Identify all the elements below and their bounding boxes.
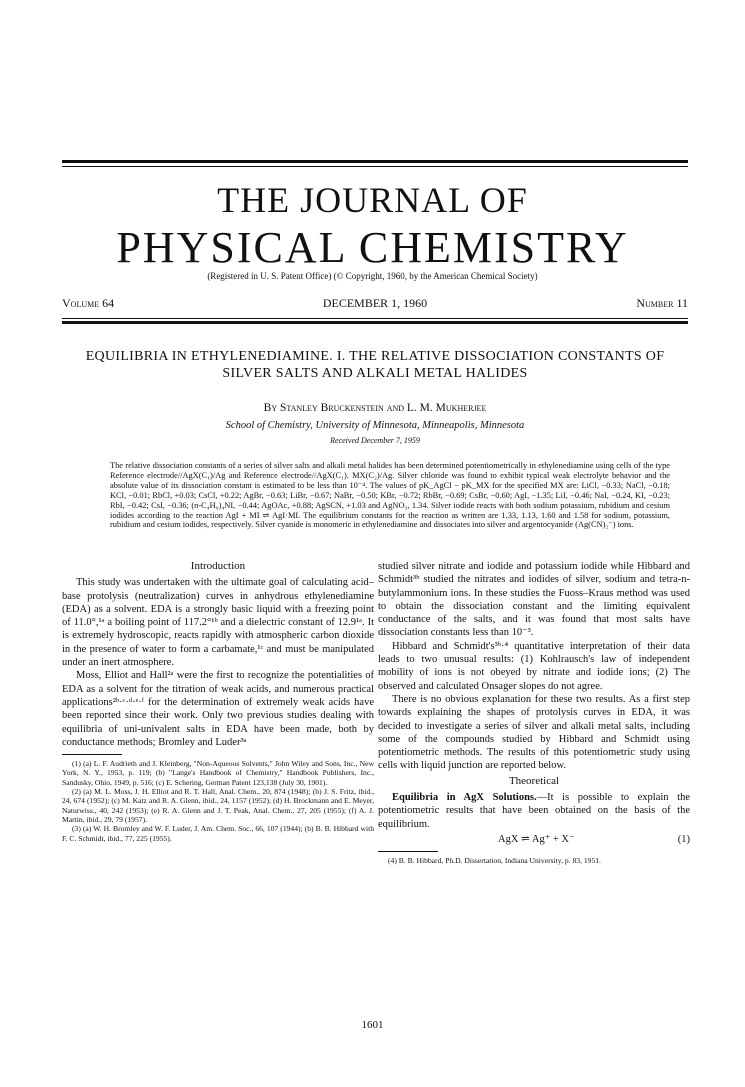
theoretical-heading: Theoretical [508, 774, 560, 787]
paragraph: studied silver nitrate and iodide and potassium iodide while Hibbard and Schmidt³ᵇ studied the nitrates and iodides of silver, sodium and tetra-n-butylammonium ions. In these studies the Fuoss–Kraus method was used to obtain the dissociation constant and the limiting equivalent conductance of the salts, and it was found that most salts have dissociation constants less than 10⁻³. [378, 561, 690, 639]
paragraph: Moss, Elliot and Hall²ᵃ were the first to recognize the potentialities of EDA as a solvent for the titration of weak acids, and numerous practical applications²ᵇ·ᶜ·ᵈ·ᵉ·ᶠ for the determination of extremely weak acids have been reported since their work. Only two previous studies dealing with equilibria of uni-univalent salts in EDA have been made, both by conductance methods; Bromley and Luder³ᵃ [62, 670, 374, 748]
footnote-rule [378, 851, 438, 852]
affiliation: School of Chemistry, University of Minnesota, Minneapolis, Minnesota [225, 420, 525, 431]
page-number: 1601 [361, 1019, 384, 1031]
top-rule-thick [62, 160, 688, 163]
mid-rule-thin [62, 318, 688, 319]
abstract: The relative dissociation constants of a series of silver salts and alkali metal halides has been determined potentiometrically in ethylenediamine using cells of the type Reference electrode//AgX(C₁)/Ag and Reference electrode//AgX(C₁). MX(C₂)/Ag. Silver chloride was found to exhibit typical weak electrolyte behavior and the absolute value of its dissociation constant is estimated to be less than 10⁻⁴. The values of pK_AgCl − pK_MX for the specified MX are: LiCl, −0.33; NaCl, −0.18; KCl, −0.01; RbCl, +0.03; CsCl, +0.22; AgBr, −0.63; LiBr, −0.67; NaBr, −0.50; KBr, −0.72; RbBr, −0.69; CsBr, −0.60; AgI, −1.35; LiI, −0.46; NaI, −0.24, KI, −0.23; RbI, −0.42; CsI, −0.36; (n-C₄H₉)₄NI, −0.44; AgOAc, +0.88; AgSCN, +1.03 and AgNO₃, 1.34. Silver iodide reacts with both sodium potassium, rubidium and cesium iodides according to the reaction AgI + MI ⇌ AgI·MI. The equilibrium constants for the reaction as written are 1.33, 1.13, 1.60 and 1.58 for sodium, potassium, rubidium and cesium iodides, respectively. Silver cyanide is monomeric in ethylenediamine and dissociates into silver and argentocyanide (Ag(CN)₂⁻) ions. [110, 461, 670, 530]
paragraph: There is no obvious explanation for these two results. As a first step towards explaining the shapes of protolysis curves in EDA, it was decided to investigate a series of silver and alkali metal salts, including some of the compounds studied by Hibbard and Schmidt using potentiometric methods. The results of this potentiometric study using cells with liquid junction are reported below. [378, 693, 690, 772]
volume: Volume 64 [62, 296, 115, 310]
left-column [62, 560, 374, 843]
equation: AgX ⇌ Ag⁺ + X⁻ [498, 833, 575, 845]
equation-row [378, 833, 690, 846]
article-title: EQUILIBRIA IN ETHYLENEDIAMINE. I. THE RELATIVE DISSOCIATION CONSTANTS OF SILVER SALTS AND ALKALI METAL HALIDES [85, 349, 665, 381]
paragraph-text: —It is possible to explain the potentiometric results that have been obtained on the basis of the equilibrium. [378, 792, 690, 830]
introduction-heading: Introduction [190, 560, 246, 572]
authors: By Stanley Bruckenstein and L. M. Mukherjee [263, 402, 487, 414]
footnotes [62, 759, 374, 843]
paragraph [378, 791, 690, 831]
issue-date: DECEMBER 1, 1960 [322, 296, 428, 310]
paragraph: Hibbard and Schmidt's³ᵇ·⁴ quantitative interpretation of their data leads to two unusual results: (1) Kohlrausch's law of independent mobility of ions is not obeyed by nitrate and iodide ions; (2) The observed and calculated Onsager slopes do not agree. [378, 640, 690, 692]
top-rule-thin [62, 166, 688, 167]
subheading: Equilibria in AgX Solutions. [392, 792, 537, 804]
issue-number: Number 11 [636, 296, 688, 310]
equation-number: (1) [677, 833, 690, 845]
received-date: Received December 7, 1959 [330, 436, 420, 445]
journal-title-line1: THE JOURNAL OF [217, 180, 528, 220]
footnote: (3) (a) W. H. Bromley and W. F. Luder, J. Am. Chem. Soc., 66, 107 (1944); (b) B. B. Hibbard with F. C. Schmidt, ibid., 77, 225 (1955). [62, 824, 374, 843]
footnote: (2) (a) M. L. Moss, J. H. Elliot and R. T. Hall, Anal. Chem., 20, 874 (1948); (b) J. S. Fritz, ibid., 24, 674 (1952); (c) M. Katz and R. A. Glenn, ibid., 24, 1157 (1952); (d) H. Brockmann and E. Meyer, Naturwiss., 40, 242 (1953); (e) R. A. Glenn and J. T. Peak, Anal. Chem., 27, 205 (1955); (f) A. J. Martin, ibid., 29, 79 (1957). [62, 787, 374, 824]
mid-rule-thick [62, 321, 688, 324]
footnotes [378, 856, 690, 865]
footnote: (1) (a) L. F. Audrieth and J. Kleinberg, "Non-Aqueous Solvents," John Wiley and Sons, Inc., New York, N. Y., 1953, p. 119; (b) "Lange's Handbook of Chemistry," Handbook Publishers, Inc., Sandusky, Ohio, 1949, p. 516; (c) E. Schering, German Patent 123,138 (July 30, 1901). [62, 759, 374, 787]
registration-notice: (Registered in U. S. Patent Office) (© Copyright, 1960, by the American Chemical Society) [207, 271, 538, 281]
footnote: (4) B. B. Hibbard, Ph.D. Dissertation, Indiana University, p. 83, 1951. [388, 856, 601, 866]
journal-title-line2: PHYSICAL CHEMISTRY [116, 223, 629, 272]
right-column [378, 560, 690, 866]
paragraph: This study was undertaken with the ultimate goal of calculating acid–base protolysis (neutralization) curves in anhydrous ethylenediamine (EDA) as a solvent. EDA is a strongly basic liquid with a freezing point of 11.0°,¹ᵃ a boiling point of 117.2°¹ᵇ and a dielectric constant of 12.9¹ᵃ. It is extremely hydroscopic, reacts rapidly with atmospheric carbon dioxide in the presence of water to form a carbamate,¹ᶜ and must be manipulated under an inert atmosphere. [62, 577, 374, 669]
footnote-rule [62, 754, 122, 755]
issue-line [62, 296, 688, 312]
